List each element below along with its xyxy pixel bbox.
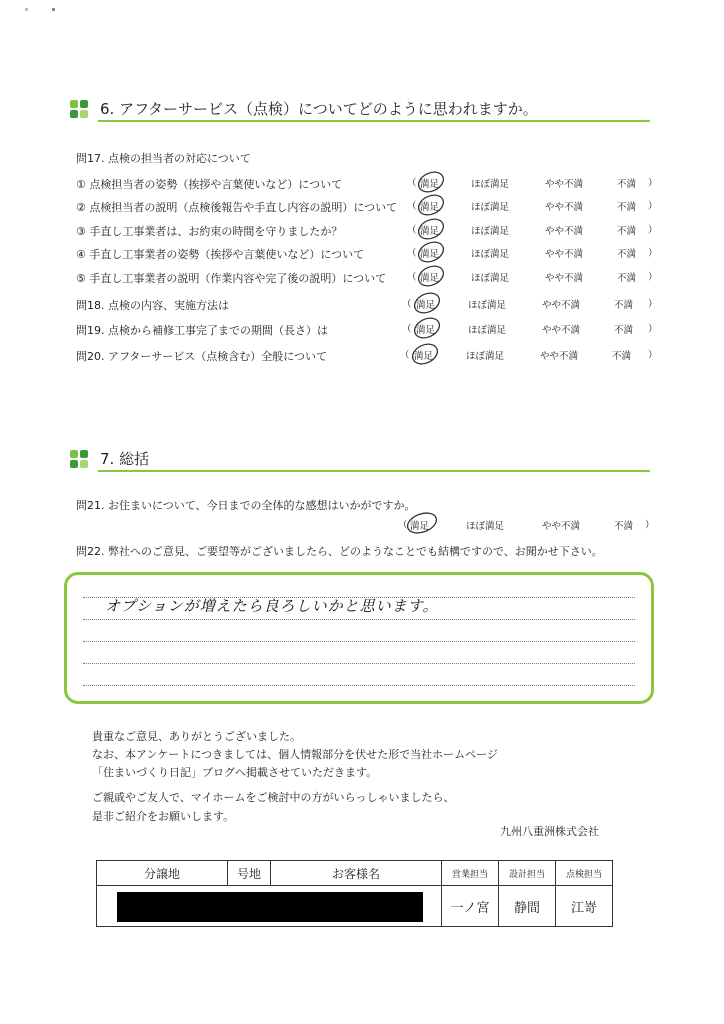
rating-option[interactable]: やや不満 [545,273,584,284]
header-design: 設計担当 [499,861,556,886]
question-17: 問17. 点検の担当者の対応について [76,152,251,165]
rating-option[interactable]: ほぼ満足 [471,249,510,260]
rating-option[interactable]: ほぼ満足 [471,273,510,284]
rating-item-label: ③ 手直し工事業者は、お約束の時間を守りましたか？ [76,225,343,238]
paren-close: ） [648,324,658,335]
rating-option[interactable]: ほぼ満足 [466,351,505,362]
question-22: 問22. 弊社へのご意見、ご要望等がございましたら、どのようなことでも結構ですので、お聞かせ下さい。 [76,545,603,558]
rating-item-label: ⑤ 手直し工事業者の説明（作業内容や完了後の説明）について [76,272,387,285]
design-staff: 静間 [499,886,556,927]
paren-close: ） [648,272,658,283]
paren-open: （ [407,272,417,283]
rating-item-label: ④ 手直し工事業者の姿勢（挨拶や言葉使いなど）について [76,248,365,261]
rating-option[interactable]: やや不満 [545,249,584,260]
rating-option[interactable]: 満足 [420,179,440,190]
rating-option[interactable]: 満足 [410,521,430,532]
paren-close: ） [648,248,658,259]
rating-option[interactable]: 不満 [612,351,632,362]
paren-close: ） [645,520,655,531]
hand-drawn-circle-mark [405,509,439,536]
rating-option[interactable]: やや不満 [542,521,581,532]
rating-option[interactable]: 不満 [617,202,637,213]
hand-drawn-circle-mark [415,168,446,195]
rating-option[interactable]: やや不満 [545,179,584,190]
paren-open: （ [398,520,408,531]
rating-item-label: ① 点検担当者の姿勢（挨拶や言葉使いなど）について [76,178,343,191]
section-7-title: 7. 総括 [100,450,150,468]
rating-item-label: ② 点検担当者の説明（点検後報告や手直し内容の説明）について [76,201,398,214]
hand-drawn-circle-mark [411,289,442,316]
company-name: 九州八重洲株式会社 [500,825,599,838]
rating-option[interactable]: ほぼ満足 [471,202,510,213]
question-21: 問21. お住まいについて、今日までの全体的な感想はいかがですか。 [76,499,416,512]
rating-option[interactable]: 満足 [416,300,436,311]
paren-close: ） [648,350,658,361]
rating-option[interactable]: やや不満 [545,226,584,237]
paren-close: ） [648,299,658,310]
rating-option[interactable]: 満足 [414,351,434,362]
hand-drawn-circle-mark [415,262,446,289]
sales-staff: 一ノ宮 [442,886,499,927]
hand-drawn-circle-mark [415,191,446,218]
rating-option[interactable]: ほぼ満足 [468,325,507,336]
paren-open: （ [402,299,412,310]
header-inspection: 点検担当 [556,861,613,886]
hand-drawn-circle-mark [411,314,442,341]
header-sales: 営業担当 [442,861,499,886]
closing-line: 是非ご紹介をお願いします。 [92,810,235,823]
hand-drawn-circle-mark [409,340,440,367]
inspection-staff: 江嵜 [556,886,613,927]
header-lot: 分譲地 [97,861,228,886]
rating-option[interactable]: 満足 [420,202,440,213]
hand-drawn-circle-mark [415,238,446,265]
rating-option[interactable]: 満足 [420,249,440,260]
paren-close: ） [648,178,658,189]
rating-option[interactable]: ほぼ満足 [471,179,510,190]
rating-option[interactable]: ほぼ満足 [466,521,505,532]
closing-line: ご親戚やご友人で、マイホームをご検討中の方がいらっしゃいましたら、 [92,791,455,804]
rating-option[interactable]: 不満 [614,325,634,336]
header-customer-name: お客様名 [271,861,442,886]
paren-open: （ [407,201,417,212]
rating-option[interactable]: 不満 [614,300,634,311]
rating-option[interactable]: 満足 [420,273,440,284]
paren-open: （ [407,248,417,259]
header-lot-number: 号地 [228,861,271,886]
rating-option[interactable]: 満足 [420,226,440,237]
rating-option[interactable]: 不満 [617,249,637,260]
paren-open: （ [400,350,410,361]
rating-option[interactable]: 不満 [617,273,637,284]
rating-option[interactable]: ほぼ満足 [468,300,507,311]
paren-open: （ [402,324,412,335]
rating-option[interactable]: 不満 [617,179,637,190]
rating-option[interactable]: 満足 [416,325,436,336]
paren-open: （ [407,178,417,189]
section-6-title: 6. アフターサービス（点検）についてどのように思われますか。 [100,100,538,118]
rating-option[interactable]: やや不満 [542,300,581,311]
closing-line: 貴重なご意見、ありがとうございました。 [92,730,301,743]
rating-option[interactable]: やや不満 [545,202,584,213]
paren-open: （ [407,225,417,236]
rating-option[interactable]: 不満 [614,521,634,532]
closing-line: なお、本アンケートにつきましては、個人情報部分を伏せた形で当社ホームページ [92,748,498,761]
rating-item-label: 問19. 点検から補修工事完了までの期間（長さ）は [76,324,328,337]
rating-option[interactable]: やや不満 [542,325,581,336]
handwritten-comment: オプションが増えたら良ろしいかと思います。 [105,597,439,615]
hand-drawn-circle-mark [415,215,446,242]
rating-item-label: 問18. 点検の内容、実施方法は [76,299,229,312]
rating-option[interactable]: ほぼ満足 [471,226,510,237]
paren-close: ） [648,201,658,212]
rating-item-label: 問20. アフターサービス（点検含む）全般について [76,350,327,363]
paren-close: ） [648,225,658,236]
closing-line: 「住まいづくり日記」ブログへ掲載させていただきます。 [92,766,378,779]
rating-option[interactable]: 不満 [617,226,637,237]
rating-option[interactable]: やや不満 [540,351,579,362]
